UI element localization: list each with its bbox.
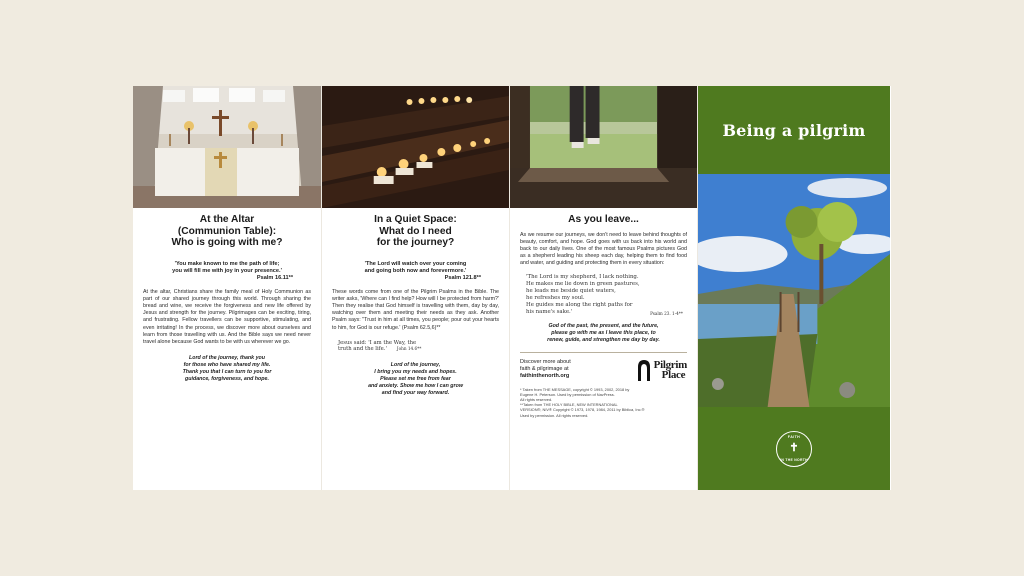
discover-more [520, 359, 687, 381]
verse-reference: Psalm 16.11** [256, 274, 293, 281]
doorway-photo [510, 86, 697, 208]
altar-heading: At the Altar (Communion Table): Who is going with me? [171, 214, 283, 248]
quiet-space-body: These words come from one of the Pilgrim Psalms in the Bible. The writer asks, 'Where can I find help? How will I be protected from harm?' Then they realise that God himself is travelling with them, day by day, watching over them and meeting their needs as they ask. Another Psalm says: "Trust in him at all times, you people; pour out your hearts to him, for God is our refuge.' (Psalm 62.5,6)** [332, 289, 499, 331]
cover-panel [697, 86, 890, 490]
panel-altar [133, 86, 321, 490]
jesus-quote: Jesus said: 'I am the Way, the truth and the life.' John 14.6** [338, 339, 422, 353]
psalm-23-quote: 'The Lord is my shepherd, I lack nothing. He makes me lie down in green pastures, he leads me beside quiet waters, he refreshes my soul. He guides me along the right paths for his name's sake.' Psalm 23. 1-4** [520, 274, 687, 317]
pilgrim-leaflet [133, 86, 891, 490]
as-you-leave-heading: As you leave... [568, 214, 639, 225]
as-you-leave-body: As we resume our journeys, we don't need to leave behind thoughts of beauty, comfort, and hope. God goes with us back into his world and back to our daily lives. One of the most famous Psalms pictures God as a shepherd leading his sheep each day, helping them to find food and water, and guiding and protecting them in every situation: [520, 231, 687, 266]
cross-icon: ✝ [789, 442, 799, 454]
pilgrim-place-logo: Pilgrim Place [637, 359, 687, 381]
website-link[interactable]: faithinthenorth.org [520, 373, 570, 380]
discover-text: Discover more about faith & pilgrimage at faithinthenorth.org [520, 359, 571, 380]
quiet-space-verse: 'The Lord will watch over your coming and going both now and forevermore.' Psalm 121.8** [332, 261, 499, 283]
altar-photo [133, 86, 321, 208]
altar-verse: 'You make known to me the path of life; you will fill me with joy in your presence.' Psalm 16.11** [143, 261, 311, 283]
candles-photo [322, 86, 509, 208]
lake-bridge-photo [698, 174, 890, 407]
panel-quiet-space [321, 86, 509, 490]
quiet-space-heading: In a Quiet Space: What do I need for the journey? [374, 214, 457, 248]
cover-title: Being a pilgrim [722, 120, 866, 140]
quiet-space-prayer: Lord of the journey, I bring you my needs and hopes. Please set me free from fear and anxiety. Show me how I can grow and find your way forward. [368, 362, 463, 397]
verse-reference: Psalm 121.8** [444, 274, 481, 281]
faith-in-the-north-badge: FAITH ✝ IN THE NORTH [776, 431, 812, 467]
copyright-notice: * Taken from THE MESSAGE, copyright © 1993, 2002, 2018 by Eugene H. Peterson. Used by permission of NavPress. All rights reserved. **Taken from THE HOLY BIBLE, NEW INTERNATIONAL VERSION®, NIV® Copyright © 1973, 1978, 1984, 2011 by Biblica, Inc.® Used by permission. All rights reserved. [520, 386, 645, 418]
panel-as-you-leave [509, 86, 697, 490]
doorway-icon [637, 359, 651, 381]
as-you-leave-prayer: God of the past, the present, and the future, please go with me as I leave this place, to renew, guide, and strengthen me day by day. [547, 322, 660, 343]
altar-prayer: Lord of the journey, thank you for those who have shared my life. Thank you that I can turn to you for guidance, forgiveness, and hope. [182, 354, 272, 382]
psalm-reference: Psalm 23. 1-4** [650, 310, 683, 316]
altar-body: At the altar, Christians share the family meal of Holy Communion as part of our shared journey through this world. Through sharing the bread and wine, we receive the forgiveness and new life offered by Jesus and strength for the journey. Pilgrimages can be exciting, tiring, and frustrating. Fellow travellers can be supportive, stimulating, and even irritating! In the process, we discover more about ourselves and learn from those travelling with us. And the Bible says we need never travel alone because God wants to be with us wherever we go. [143, 289, 311, 345]
divider [520, 352, 687, 353]
